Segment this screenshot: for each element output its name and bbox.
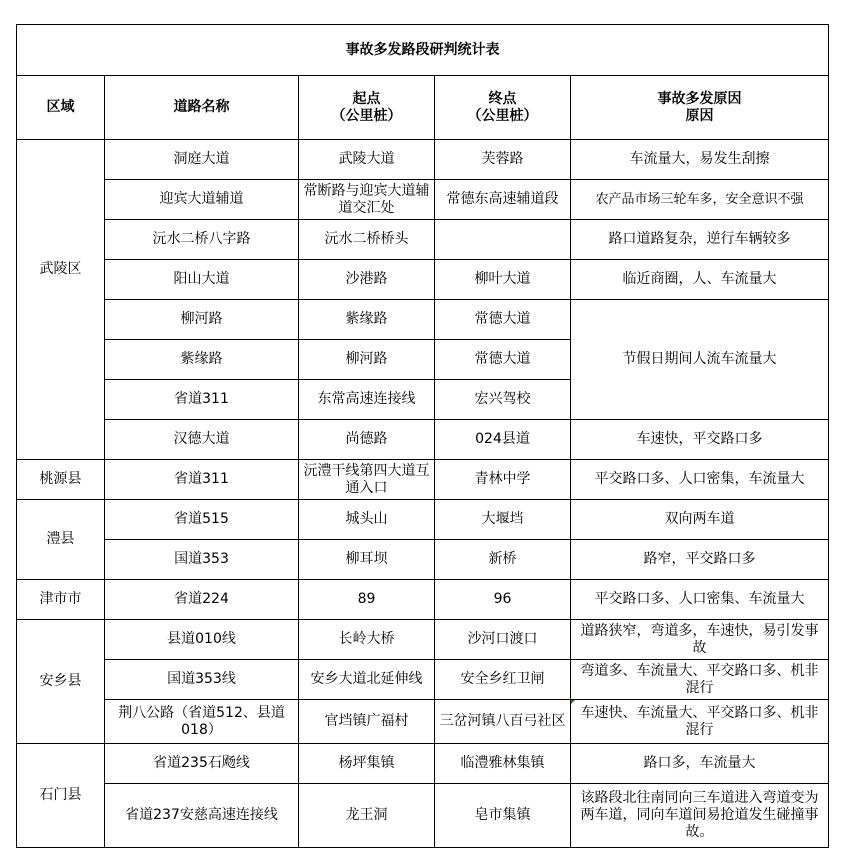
table-title: 事故多发路段研判统计表 bbox=[17, 25, 829, 76]
header-reason bbox=[571, 76, 829, 140]
table-row bbox=[17, 220, 829, 260]
reason-cell: 车速快、车流量大、平交路口多、机非混行 bbox=[571, 700, 829, 744]
road-cell: 县道010线 bbox=[105, 620, 299, 660]
start-cell: 沙港路 bbox=[299, 260, 435, 300]
table-row bbox=[17, 300, 829, 340]
table-row bbox=[17, 744, 829, 784]
table-row bbox=[17, 260, 829, 300]
end-cell: 青林中学 bbox=[435, 460, 571, 500]
start-cell: 常断路与迎宾大道辅道交汇处 bbox=[299, 180, 435, 220]
end-cell: 沙河口渡口 bbox=[435, 620, 571, 660]
area-anxiang: 安乡县 bbox=[17, 620, 105, 744]
road-cell: 省道224 bbox=[105, 580, 299, 620]
header-road: 道路名称 bbox=[105, 76, 299, 140]
header-row bbox=[17, 76, 829, 140]
road-cell: 省道515 bbox=[105, 500, 299, 540]
table-row bbox=[17, 420, 829, 460]
road-cell: 荆八公路（省道512、县道018） bbox=[105, 700, 299, 744]
reason-cell: 车流量大，易发生刮擦 bbox=[571, 140, 829, 180]
start-cell: 尚德路 bbox=[299, 420, 435, 460]
reason-cell: 平交路口多、人口密集、车流量大 bbox=[571, 580, 829, 620]
end-cell: 常德大道 bbox=[435, 340, 571, 380]
area-wuling: 武陵区 bbox=[17, 140, 105, 460]
start-cell: 柳河路 bbox=[299, 340, 435, 380]
start-cell: 紫缘路 bbox=[299, 300, 435, 340]
reason-cell: 农产品市场三轮车多，安全意识不强 bbox=[571, 180, 829, 220]
reason-cell: 路口道路复杂，逆行车辆较多 bbox=[571, 220, 829, 260]
road-cell: 省道235石飏线 bbox=[105, 744, 299, 784]
end-cell: 皂市集镇 bbox=[435, 784, 571, 848]
header-reason-line1: 事故多发原因 bbox=[657, 90, 742, 107]
table-row bbox=[17, 620, 829, 660]
reason-cell: 路窄，平交路口多 bbox=[571, 540, 829, 580]
road-cell: 紫缘路 bbox=[105, 340, 299, 380]
reason-cell: 弯道多、车流量大、平交路口多、机非混行 bbox=[571, 660, 829, 700]
start-cell: 沅澧干线第四大道互通入口 bbox=[299, 460, 435, 500]
reason-cell: 车速快，平交路口多 bbox=[571, 420, 829, 460]
road-cell: 汉德大道 bbox=[105, 420, 299, 460]
start-cell: 长岭大桥 bbox=[299, 620, 435, 660]
end-cell: 临澧雅林集镇 bbox=[435, 744, 571, 784]
reason-cell: 双向两车道 bbox=[571, 500, 829, 540]
end-cell: 柳叶大道 bbox=[435, 260, 571, 300]
road-cell: 阳山大道 bbox=[105, 260, 299, 300]
header-start-line1: 起点 bbox=[352, 90, 381, 107]
reason-cell: 道路狭窄，弯道多，车速快，易引发事故 bbox=[571, 620, 829, 660]
road-cell: 国道353 bbox=[105, 540, 299, 580]
reason-cell: 平交路口多、人口密集，车流量大 bbox=[571, 460, 829, 500]
header-start bbox=[299, 76, 435, 140]
table-row bbox=[17, 784, 829, 848]
table-row bbox=[17, 700, 829, 744]
end-cell: 新桥 bbox=[435, 540, 571, 580]
reason-cell: 该路段北往南同向三车道进入弯道变为两车道，同向车道间易抢道发生碰撞事故。 bbox=[571, 784, 829, 848]
end-cell: 芙蓉路 bbox=[435, 140, 571, 180]
road-cell: 省道311 bbox=[105, 380, 299, 420]
road-cell: 沅水二桥八字路 bbox=[105, 220, 299, 260]
start-cell: 武陵大道 bbox=[299, 140, 435, 180]
end-cell: 三岔河镇八百弓社区 bbox=[435, 700, 571, 744]
reason-cell: 路口多，车流量大 bbox=[571, 744, 829, 784]
area-shimen: 石门县 bbox=[17, 744, 105, 848]
start-cell: 杨坪集镇 bbox=[299, 744, 435, 784]
end-cell bbox=[435, 220, 571, 260]
header-end-line1: 终点 bbox=[488, 90, 517, 107]
start-cell: 官垱镇广福村 bbox=[299, 700, 435, 744]
table-row bbox=[17, 460, 829, 500]
road-cell: 迎宾大道辅道 bbox=[105, 180, 299, 220]
area-taoyuan: 桃源县 bbox=[17, 460, 105, 500]
header-start-line2: （公里桩） bbox=[331, 107, 402, 124]
road-cell: 柳河路 bbox=[105, 300, 299, 340]
table-row bbox=[17, 580, 829, 620]
reason-cell: 临近商圈，人、车流量大 bbox=[571, 260, 829, 300]
end-cell: 宏兴驾校 bbox=[435, 380, 571, 420]
table-row bbox=[17, 540, 829, 580]
road-cell: 省道237安慈高速连接线 bbox=[105, 784, 299, 848]
header-end bbox=[435, 76, 571, 140]
end-cell: 安全乡红卫闸 bbox=[435, 660, 571, 700]
start-cell: 柳耳坝 bbox=[299, 540, 435, 580]
end-cell: 常德大道 bbox=[435, 300, 571, 340]
table-row bbox=[17, 180, 829, 220]
start-cell: 城头山 bbox=[299, 500, 435, 540]
area-jinshi: 津市市 bbox=[17, 580, 105, 620]
road-cell: 洞庭大道 bbox=[105, 140, 299, 180]
road-cell: 国道353线 bbox=[105, 660, 299, 700]
accident-statistics-table bbox=[16, 24, 829, 848]
end-cell: 024县道 bbox=[435, 420, 571, 460]
header-end-line2: （公里桩） bbox=[467, 107, 538, 124]
start-cell: 沅水二桥桥头 bbox=[299, 220, 435, 260]
area-lixian: 澧县 bbox=[17, 500, 105, 580]
end-cell: 大堰垱 bbox=[435, 500, 571, 540]
table-row bbox=[17, 140, 829, 180]
start-cell: 89 bbox=[299, 580, 435, 620]
end-cell: 96 bbox=[435, 580, 571, 620]
start-cell: 东常高速连接线 bbox=[299, 380, 435, 420]
table-row bbox=[17, 660, 829, 700]
header-area: 区域 bbox=[17, 76, 105, 140]
header-reason-line2: 原因 bbox=[685, 107, 714, 124]
reason-cell: 节假日期间人流车流量大 bbox=[571, 300, 829, 420]
table-row bbox=[17, 500, 829, 540]
start-cell: 安乡大道北延伸线 bbox=[299, 660, 435, 700]
end-cell: 常德东高速辅道段 bbox=[435, 180, 571, 220]
cell-comment-marker bbox=[571, 700, 575, 704]
start-cell: 龙王洞 bbox=[299, 784, 435, 848]
road-cell: 省道311 bbox=[105, 460, 299, 500]
